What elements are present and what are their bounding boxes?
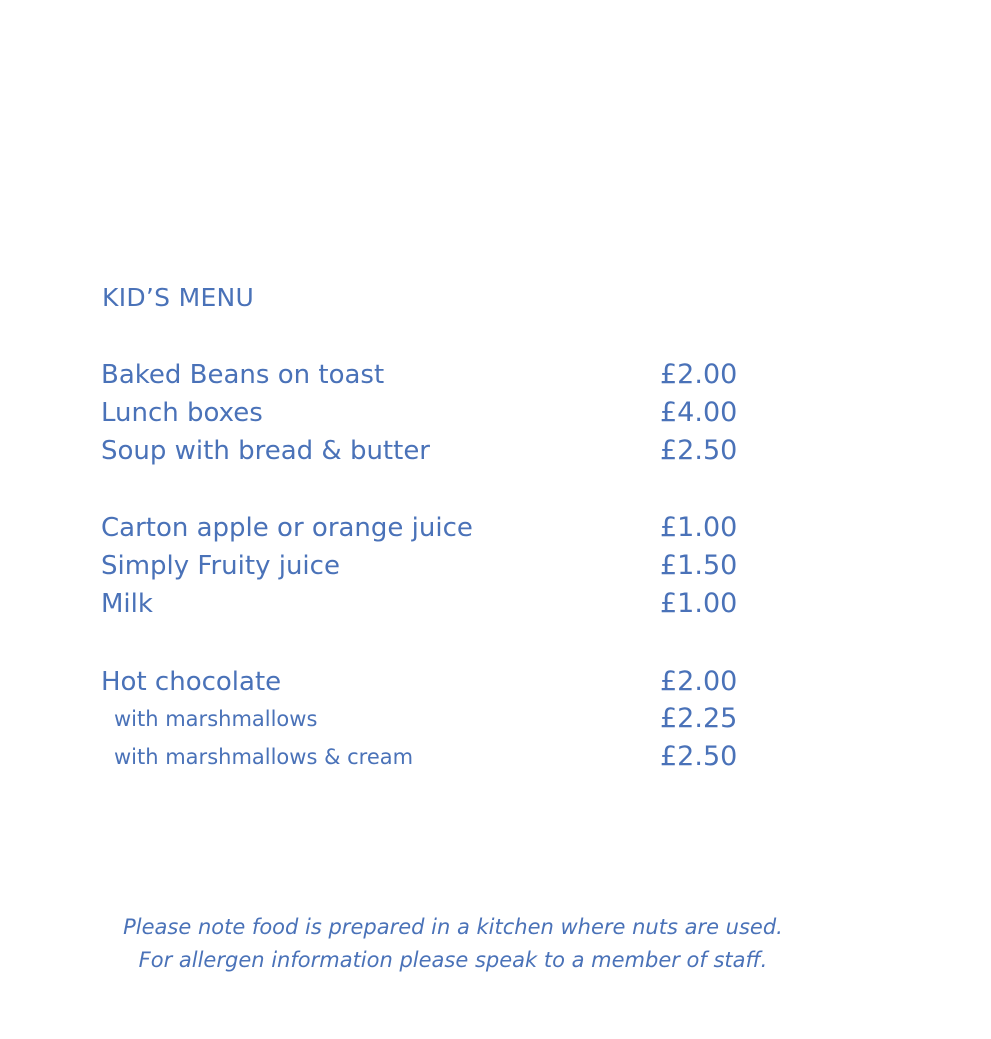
- menu-item-price: £2.25: [660, 703, 738, 734]
- menu-item-price: £1.00: [660, 588, 738, 619]
- menu-item-row: [0, 357, 991, 393]
- menu-item-price: £2.00: [660, 666, 738, 697]
- menu-title: KID’S MENU: [102, 283, 255, 312]
- menu-item-name: Soup with bread & butter: [101, 436, 430, 466]
- menu-item-price: £1.50: [660, 550, 738, 581]
- menu-item-name: Lunch boxes: [101, 398, 263, 428]
- menu-item-name: Carton apple or orange juice: [101, 513, 473, 543]
- menu-item-row: [0, 739, 991, 775]
- menu-item-price: £2.50: [660, 741, 738, 772]
- menu-item-row: [0, 548, 991, 584]
- menu-item-row: [0, 510, 991, 546]
- menu-item-name: with marshmallows & cream: [114, 745, 414, 769]
- menu-item-price: £4.00: [660, 397, 738, 428]
- menu-item-name: Milk: [101, 589, 153, 619]
- allergen-info: For allergen information please speak to a member of staff.: [138, 948, 768, 972]
- menu-item-name: Hot chocolate: [101, 667, 282, 697]
- menu-item-row: [0, 586, 991, 622]
- menu-item-row: [0, 395, 991, 431]
- menu-item-row: [0, 433, 991, 469]
- allergen-note: Please note food is prepared in a kitchen where nuts are used.: [123, 915, 783, 939]
- menu-item-name: Baked Beans on toast: [101, 360, 385, 390]
- menu-item-row: [0, 701, 991, 737]
- menu-item-name: Simply Fruity juice: [101, 551, 340, 581]
- menu-item-price: £2.50: [660, 435, 738, 466]
- menu-item-price: £1.00: [660, 512, 738, 543]
- menu-item-name: with marshmallows: [114, 707, 318, 731]
- menu-item-row: [0, 664, 991, 700]
- menu-item-price: £2.00: [660, 359, 738, 390]
